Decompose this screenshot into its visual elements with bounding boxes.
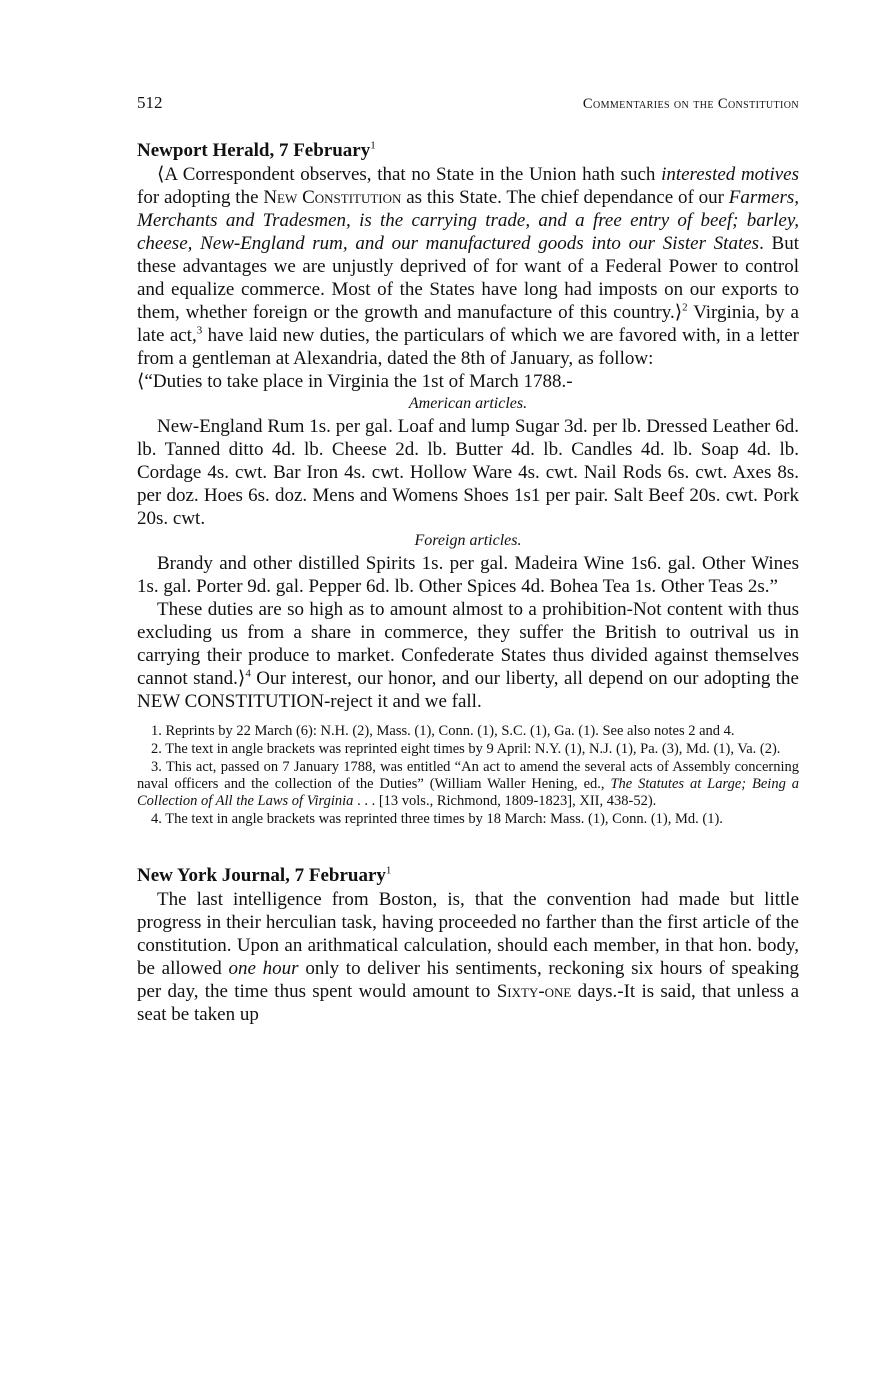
footnote-ref: 4 (245, 667, 251, 680)
text-run: Farmers, Merchants and Tradesmen, is the carrying trade, and a free entry of beef; barley, cheese, New-England rum, and our manufactured goods into our Sister States (137, 187, 799, 254)
section-title-text: Newport Herald, 7 February (137, 140, 371, 161)
article-newport-herald (137, 163, 799, 713)
text-run: These duties are so high as to amount almost to a prohibition-Not content with thus excluding us from a share in commerce, they suffer the British to outrival us in carrying their produce to market. Confederate States thus divided against themselves cannot stand.⟩ (137, 599, 799, 689)
running-title: Commentaries on the Constitution (582, 96, 799, 112)
section-title-text: New York Journal, 7 February (137, 865, 386, 886)
article-new-york-journal (137, 888, 799, 1026)
text-run: one hour (228, 958, 299, 979)
footnote-ref: 2 (682, 301, 688, 314)
text-run: 3. This act, passed on 7 January 1788, was entitled “An act to amend the several acts of Assembly concerning naval officers and the collection of the Duties” (William Waller Hening, ed., (137, 759, 799, 792)
footnote-ref: 1 (370, 139, 376, 152)
footnote (137, 759, 799, 810)
section-title-new-york-journal (137, 864, 799, 888)
running-header (137, 93, 799, 121)
text-run: ⟨A Correspondent observes, that no State in the Union hath such (157, 164, 662, 185)
footnote: 1. Reprints by 22 March (6): N.H. (2), Mass. (1), Conn. (1), S.C. (1), Ga. (1). See also notes 2 and 4. (151, 723, 735, 739)
text-run: Our interest, our honor, and our liberty, all depend on our adopting the NEW CONSTITUTION-reject it and we fall. (137, 668, 799, 712)
text-run: only to deliver his sentiments, reckoning six hours of speaking per day, the time thus spent would amount to (137, 958, 800, 1002)
text-run: The Statutes at Large; Being a Collection of All the Laws of Virginia (137, 776, 799, 809)
text-run: have laid new duties, the particulars of which we are favored with, in a letter from a gentleman at Alexandria, dated the 8th of January, as follow: (137, 325, 799, 369)
text-run: . . . [13 vols., Richmond, 1809-1823], XII, 438-52). (353, 793, 657, 809)
subheading-american-articles: American articles. (408, 395, 528, 412)
text-run: days.-It is said, that unless a seat be taken up (137, 981, 799, 1025)
paragraph (137, 598, 799, 713)
text-run: Sixty-one (496, 981, 572, 1002)
footnote: 2. The text in angle brackets was reprinted eight times by 9 April: N.Y. (1), N.J. (1), Pa. (3), Md. (1), Va. (2). (151, 741, 781, 757)
footnote-ref: 1 (385, 864, 392, 877)
subheading-foreign-articles: Foreign articles. (414, 532, 522, 549)
footnote-ref: 3 (196, 324, 203, 337)
paragraph (137, 888, 799, 1026)
text-run: Virginia, by a late act, (137, 302, 799, 346)
text-run: interested motives (661, 164, 799, 185)
page-number: 512 (137, 93, 163, 112)
text-run: . But these advantages we are unjustly deprived of for want of a Federal Power to control and equalize commerce. Most of the States have long had imposts on our exports to them, whether foreign or the growth and manufacture of this country.⟩ (137, 233, 799, 323)
text-run: as this State. The chief dependance of our (401, 187, 729, 208)
text-run: The last intelligence from Boston, is, that the convention had made but little progress in their herculian task, having proceeded no farther than the first article of the constitution. Upon an arithmatical calculation, should each member, in that hon. body, be allowed (137, 889, 799, 979)
paragraph: New-England Rum 1s. per gal. Loaf and lump Sugar 3d. per lb. Dressed Leather 6d. lb. Tanned ditto 4d. lb. Cheese 2d. lb. Butter 4d. lb. Candles 4d. lb. Soap 4d. lb. Cordage 4s. cwt. Bar Iron 4s. cwt. Hollow Ware 4s. cwt. Nail Rods 6s. cwt. Axes 8s. per doz. Hoes 6s. doz. Mens and Womens Shoes 1s1 per pair. Salt Beef 20s. cwt. Pork 20s. cwt. (137, 416, 799, 529)
text-run: New Constitution (263, 187, 402, 208)
paragraph (137, 163, 799, 370)
section-title-newport-herald (137, 139, 799, 163)
footnote: 4. The text in angle brackets was reprinted three times by 18 March: Mass. (1), Conn. (1), Md. (1). (151, 811, 723, 827)
paragraph: Brandy and other distilled Spirits 1s. per gal. Madeira Wine 1s6. gal. Other Wines 1s. gal. Porter 9d. gal. Pepper 6d. lb. Other Spices 4d. Bohea Tea 1s. Other Teas 2s.” (137, 553, 799, 597)
text-run: for adopting the (137, 187, 264, 208)
document-page (137, 93, 799, 1026)
paragraph: ⟨“Duties to take place in Virginia the 1st of March 1788.- (137, 371, 573, 392)
footnotes (137, 723, 799, 828)
